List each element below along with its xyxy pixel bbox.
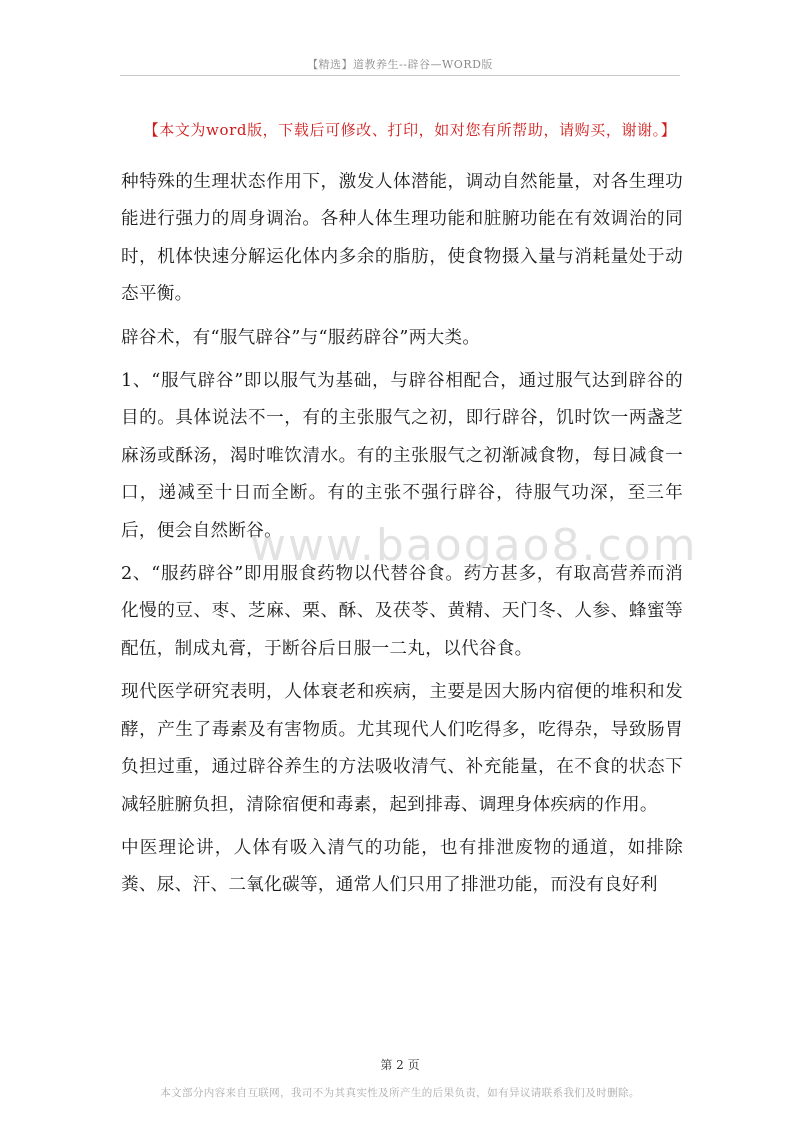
header-divider — [120, 75, 680, 76]
page-number: 第 2 页 — [380, 1058, 420, 1072]
watermark: www.baogao8.com — [250, 520, 698, 571]
paragraph: 1、“服气辟谷”即以服气为基础，与辟谷相配合，通过服气达到辟谷的目的。具体说法不一，有的主张服气之初，即行辟谷，饥时饮一两盏芝麻汤或酥汤，渴时唯饮清水。有的主张服气之初渐减食物，每日减食一口，递减至十日而全断。有的主张不强行辟谷，待服气功深，至三年后，便会自然断谷。 — [121, 371, 683, 541]
paragraph: 2、“服药辟谷”即用服食药物以代替谷食。药方甚多，有取高营养而消化慢的豆、枣、芝麻、栗、酥、及茯苓、黄精、天门冬、人参、蜂蜜等配伍，制成丸膏，于断谷后日服一二丸，以代谷食。 — [121, 564, 683, 659]
paragraph: 中医理论讲，人体有吸入清气的功能，也有排泄废物的通道，如排除粪、尿、汗、二氧化碳等，通常人们只用了排泄功能，而没有良好利 — [121, 837, 683, 896]
footer-disclaimer: 本文部分内容来自互联网，我司不为其真实性及所产生的后果负责，如有异议请联系我们及时删除。 — [160, 1087, 640, 1099]
page-header-title: 【精选】道教养生--辟谷—WORD版 — [307, 58, 493, 71]
paragraph: 种特殊的生理状态作用下，激发人体潜能，调动自然能量，对各生理功能进行强力的周身调治。各种人体生理功能和脏腑功能在有效调治的同时，机体快速分解运化体内多余的脂肪，使食物摄入量与消耗量处于动态平衡。 — [121, 172, 683, 305]
paragraph: 辟谷术，有“服气辟谷”与“服药辟谷”两大类。 — [121, 327, 481, 348]
purchase-notice: 【本文为word版，下载后可修改、打印，如对您有所帮助，请购买，谢谢。】 — [143, 121, 677, 139]
paragraph: 现代医学研究表明，人体衰老和疾病，主要是因大肠内宿便的堆积和发酵，产生了毒素及有害物质。尤其现代人们吃得多，吃得杂，导致肠胃负担过重，通过辟谷养生的方法吸收清气、补充能量，在不食的状态下减轻脏腑负担，清除宿便和毒素，起到排毒、调理身体疾病的作用。 — [121, 682, 683, 815]
document-body — [121, 164, 683, 911]
